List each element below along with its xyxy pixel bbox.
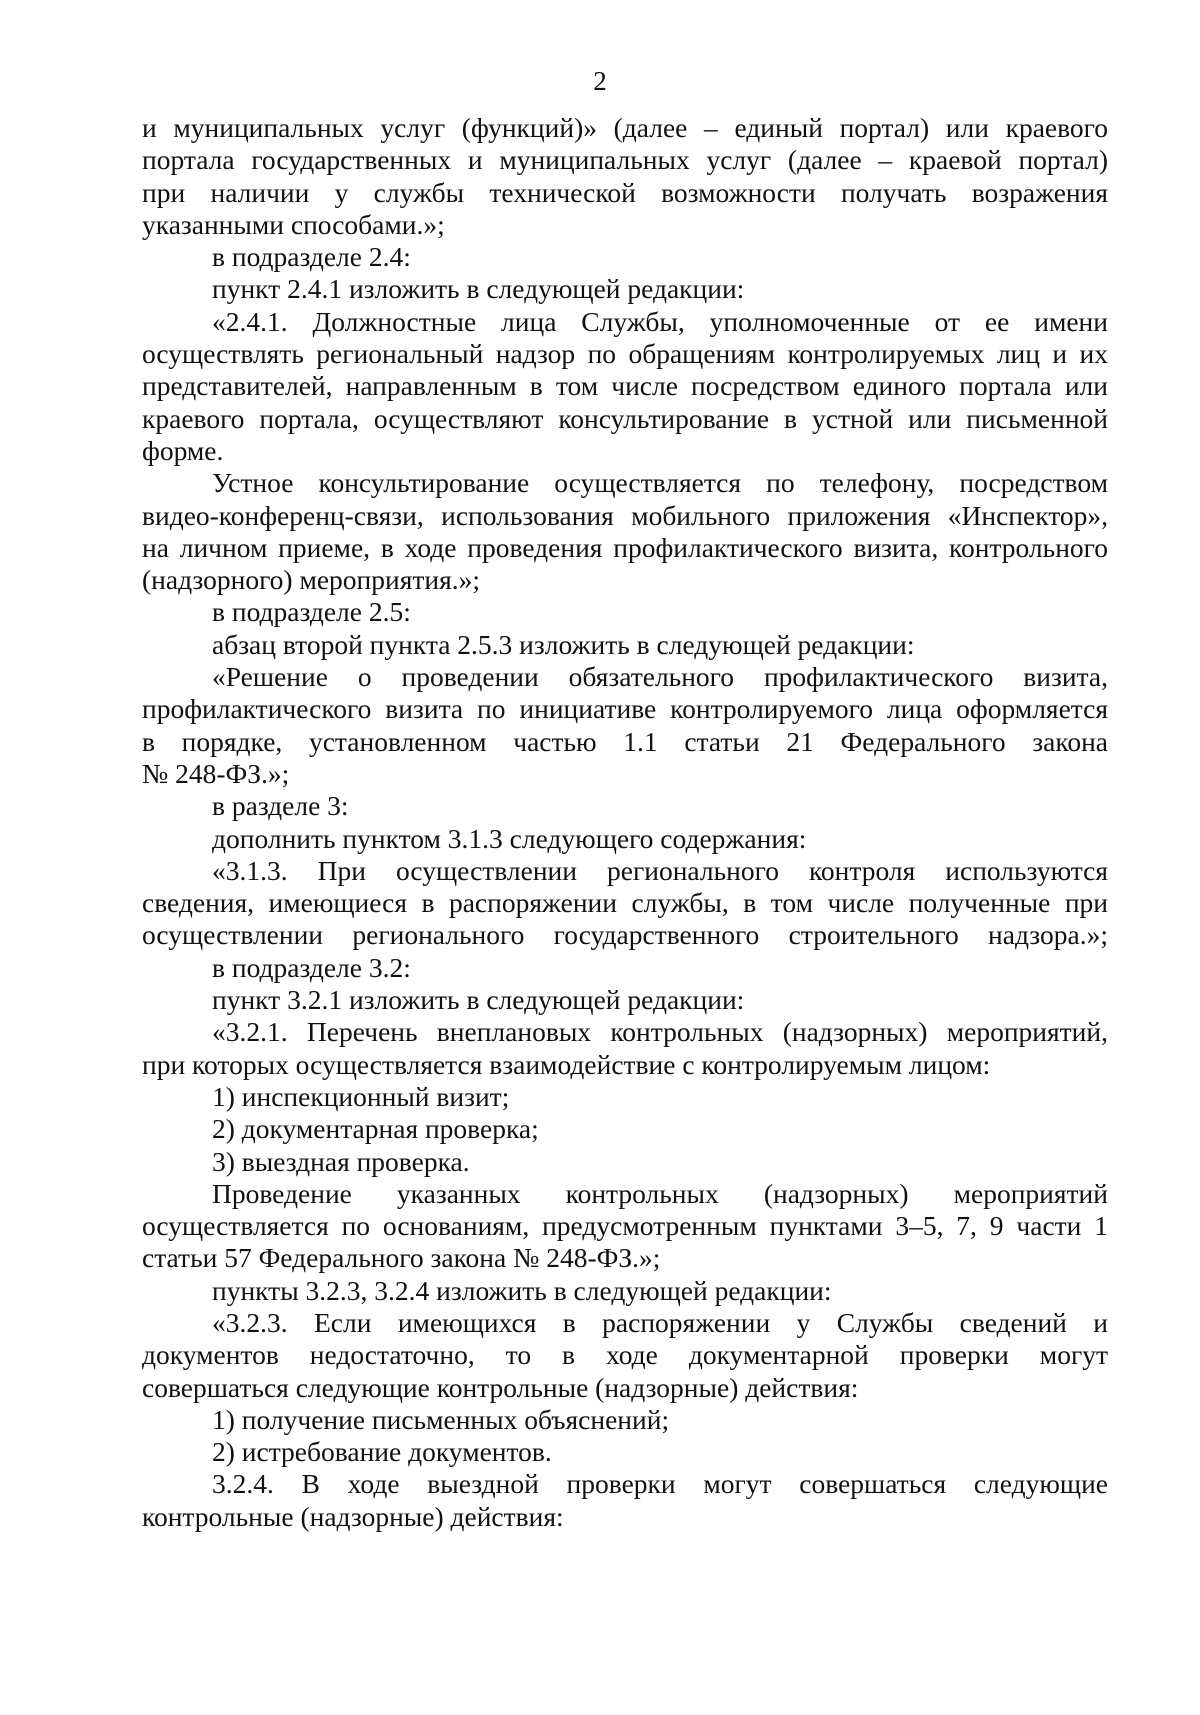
text-line: статьи 57 Федерального закона № 248-ФЗ.»; (142, 1242, 661, 1274)
text-line: пункт 2.4.1 изложить в следующей редакции: (212, 273, 745, 305)
text-line: сведения, имеющиеся в распоряжении службы, в том числе полученные при (142, 887, 1108, 919)
text-line: № 248-ФЗ.»; (142, 757, 290, 789)
text-line: профилактического визита по инициативе контролируемого лица оформляется (142, 693, 1108, 725)
text-line: дополнить пунктом 3.1.3 следующего содержания: (212, 822, 807, 854)
text-line: осуществлении регионального государственного строительного надзора.»; (142, 919, 1108, 951)
text-line: 1) получение письменных объяснений; (212, 1403, 670, 1435)
text-line: краевого портала, осуществляют консультирование в устной или письменной (142, 402, 1108, 434)
text-line: форме. (142, 434, 224, 466)
page-number: 2 (593, 66, 607, 96)
text-line: и муниципальных услуг (функций)» (далее – единый портал) или краевого (142, 112, 1108, 143)
text-line: Проведение указанных контрольных (надзорных) мероприятий (212, 1177, 1108, 1209)
text-line: Устное консультирование осуществляется по телефону, посредством (212, 467, 1108, 499)
text-line: представителей, направленным в том числе посредством единого портала или (142, 370, 1108, 402)
text-line: 2) документарная проверка; (212, 1113, 539, 1145)
text-line: видео-конференц-связи, использования мобильного приложения «Инспектор», (142, 499, 1108, 531)
text-line: документов недостаточно, то в ходе документарной проверки могут (142, 1339, 1108, 1371)
text-line: в порядке, установленном частью 1.1 статьи 21 Федерального закона (142, 725, 1108, 757)
text-line: осуществляется по основаниям, предусмотренным пунктами 3–5, 7, 9 части 1 (142, 1210, 1108, 1242)
text-line: «3.2.1. Перечень внеплановых контрольных (надзорных) мероприятий, (212, 1016, 1108, 1048)
text-line: контрольные (надзорные) действия: (142, 1500, 564, 1532)
text-line: в подразделе 2.5: (212, 596, 411, 628)
document-body (142, 112, 1108, 1533)
text-line: пункты 3.2.3, 3.2.4 изложить в следующей редакции: (212, 1274, 832, 1306)
text-line: 2) истребование документов. (212, 1436, 552, 1468)
text-line: в подразделе 3.2: (212, 951, 411, 983)
text-line: «2.4.1. Должностные лица Службы, уполномоченные от ее имени (212, 305, 1108, 337)
text-line: в подразделе 2.4: (212, 241, 411, 273)
text-line: осуществлять региональный надзор по обращениям контролируемых лиц и их (142, 338, 1108, 370)
text-line: «3.1.3. При осуществлении регионального контроля используются (212, 854, 1108, 886)
text-line: абзац второй пункта 2.5.3 изложить в следующей редакции: (212, 628, 915, 660)
text-line: совершаться следующие контрольные (надзорные) действия: (142, 1371, 859, 1403)
text-line: 3) выездная проверка. (212, 1145, 470, 1177)
text-line: портала государственных и муниципальных услуг (далее – краевой портал) (142, 144, 1108, 176)
text-line: 1) инспекционный визит; (212, 1080, 510, 1112)
text-line: 3.2.4. В ходе выездной проверки могут совершаться следующие (212, 1468, 1108, 1500)
text-line: при которых осуществляется взаимодействие с контролируемым лицом: (142, 1048, 991, 1080)
text-line: при наличии у службы технической возможности получать возражения (142, 176, 1108, 208)
text-line: «Решение о проведении обязательного профилактического визита, (212, 661, 1108, 693)
text-line: пункт 3.2.1 изложить в следующей редакции: (212, 984, 745, 1016)
text-line: (надзорного) мероприятия.»; (142, 564, 481, 596)
text-line: в разделе 3: (212, 790, 349, 822)
text-line: на личном приеме, в ходе проведения профилактического визита, контрольного (142, 531, 1108, 563)
text-line: «3.2.3. Если имеющихся в распоряжении у Службы сведений и (212, 1306, 1108, 1338)
text-line: указанными способами.»; (142, 208, 445, 240)
